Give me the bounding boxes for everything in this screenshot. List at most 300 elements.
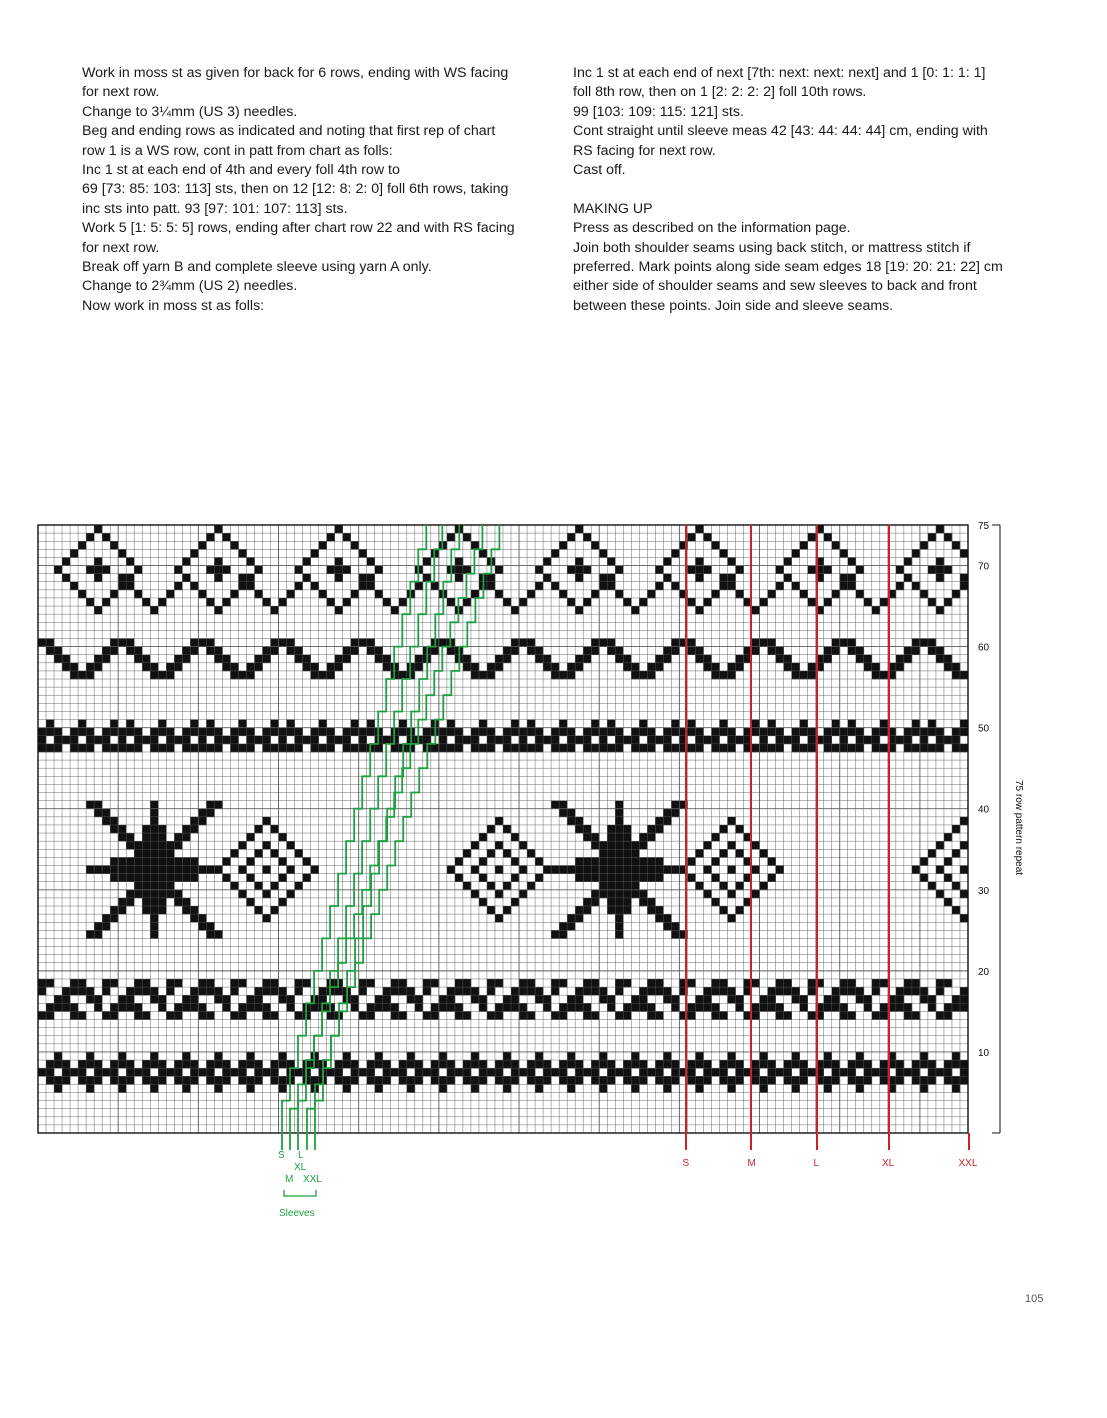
chart-stitch <box>399 1011 407 1019</box>
chart-stitch <box>703 841 711 849</box>
chart-stitch <box>623 1076 631 1084</box>
chart-stitch <box>303 655 311 663</box>
chart-stitch <box>295 655 303 663</box>
chart-stitch <box>944 898 952 906</box>
chart-stitch <box>86 728 94 736</box>
chart-stitch <box>832 744 840 752</box>
chart-stitch <box>736 655 744 663</box>
chart-stitch <box>655 566 663 574</box>
chart-stitch <box>727 663 735 671</box>
chart-stitch <box>198 541 206 549</box>
chart-stitch <box>848 987 856 995</box>
chart-stitch <box>471 865 479 873</box>
chart-stitch <box>695 736 703 744</box>
chart-stitch <box>631 1084 639 1092</box>
chart-stitch <box>832 647 840 655</box>
chart-stitch <box>655 825 663 833</box>
chart-stitch <box>920 987 928 995</box>
chart-stitch <box>591 647 599 655</box>
chart-stitch <box>671 1060 679 1068</box>
chart-stitch <box>126 833 134 841</box>
chart-stitch <box>952 671 960 679</box>
chart-stitch <box>559 922 567 930</box>
chart-stitch <box>295 566 303 574</box>
chart-stitch <box>591 728 599 736</box>
chart-stitch <box>351 1076 359 1084</box>
chart-stitch <box>752 979 760 987</box>
chart-stitch <box>824 566 832 574</box>
chart-stitch <box>78 590 86 598</box>
chart-stitch <box>551 1068 559 1076</box>
chart-stitch <box>623 663 631 671</box>
chart-stitch <box>423 557 431 565</box>
chart-stitch <box>487 882 495 890</box>
chart-stitch <box>872 671 880 679</box>
chart-stitch <box>407 671 415 679</box>
chart-stitch <box>776 728 784 736</box>
chart-stitch <box>583 598 591 606</box>
chart-stitch <box>607 557 615 565</box>
chart-stitch <box>222 1060 230 1068</box>
chart-stitch <box>287 865 295 873</box>
row-label: 50 <box>978 723 990 735</box>
chart-stitch <box>896 1076 904 1084</box>
chart-stitch <box>214 1084 222 1092</box>
chart-stitch <box>246 1076 254 1084</box>
chart-stitch <box>166 590 174 598</box>
chart-stitch <box>952 1076 960 1084</box>
chart-stitch <box>70 987 78 995</box>
chart-stitch <box>663 1076 671 1084</box>
chart-stitch <box>800 671 808 679</box>
chart-stitch <box>94 566 102 574</box>
chart-stitch <box>856 590 864 598</box>
chart-stitch <box>599 1076 607 1084</box>
chart-stitch <box>503 1052 511 1060</box>
chart-stitch <box>583 825 591 833</box>
chart-stitch <box>736 995 744 1003</box>
chart-stitch <box>719 987 727 995</box>
chart-stitch <box>535 1084 543 1092</box>
chart-stitch <box>944 1060 952 1068</box>
page-number: 105 <box>1025 1293 1044 1305</box>
chart-stitch <box>94 606 102 614</box>
chart-stitch <box>727 817 735 825</box>
chart-stitch <box>639 1076 647 1084</box>
chart-stitch <box>567 598 575 606</box>
chart-stitch <box>222 663 230 671</box>
chart-stitch <box>960 549 968 557</box>
chart-stitch <box>118 906 126 914</box>
chart-stitch <box>94 995 102 1003</box>
chart-stitch <box>816 655 824 663</box>
chart-stitch <box>495 663 503 671</box>
chart-stitch <box>535 582 543 590</box>
chart-stitch <box>535 874 543 882</box>
chart-stitch <box>327 566 335 574</box>
chart-stitch <box>768 1003 776 1011</box>
chart-stitch <box>888 1084 896 1092</box>
chart-stitch <box>816 1068 824 1076</box>
chart-stitch <box>198 809 206 817</box>
chart-stitch <box>703 1076 711 1084</box>
chart-stitch <box>727 671 735 679</box>
chart-stitch <box>631 874 639 882</box>
chart-stitch <box>279 1060 287 1068</box>
chart-stitch <box>311 728 319 736</box>
chart-stitch <box>591 541 599 549</box>
chart-stitch <box>719 1011 727 1019</box>
chart-stitch <box>535 1060 543 1068</box>
chart-stitch <box>62 663 70 671</box>
chart-stitch <box>359 582 367 590</box>
chart-stitch <box>752 1068 760 1076</box>
chart-stitch <box>367 979 375 987</box>
chart-stitch <box>335 574 343 582</box>
chart-stitch <box>62 574 70 582</box>
chart-stitch <box>102 736 110 744</box>
chart-stitch <box>615 865 623 873</box>
chart-stitch <box>792 728 800 736</box>
chart-stitch <box>752 647 760 655</box>
chart-stitch <box>936 647 944 655</box>
chart-stitch <box>479 995 487 1003</box>
chart-stitch <box>246 874 254 882</box>
chart-stitch <box>936 987 944 995</box>
chart-stitch <box>54 995 62 1003</box>
chart-stitch <box>359 549 367 557</box>
chart-stitch <box>487 671 495 679</box>
chart-stitch <box>150 841 158 849</box>
chart-stitch <box>663 647 671 655</box>
chart-stitch <box>800 744 808 752</box>
chart-stitch <box>335 979 343 987</box>
chart-stitch <box>888 671 896 679</box>
sleeve-size-label: XXL <box>303 1174 322 1185</box>
chart-stitch <box>375 744 383 752</box>
chart-stitch <box>760 882 768 890</box>
chart-stitch <box>671 1003 679 1011</box>
chart-stitch <box>319 995 327 1003</box>
chart-stitch <box>439 541 447 549</box>
chart-stitch <box>487 1068 495 1076</box>
chart-stitch <box>647 874 655 882</box>
chart-stitch <box>679 541 687 549</box>
chart-stitch <box>832 1068 840 1076</box>
chart-stitch <box>262 1068 270 1076</box>
chart-stitch <box>752 1060 760 1068</box>
chart-stitch <box>447 647 455 655</box>
chart-stitch <box>367 744 375 752</box>
chart-stitch <box>230 987 238 995</box>
chart-stitch <box>768 987 776 995</box>
chart-stitch <box>599 857 607 865</box>
chart-stitch <box>166 849 174 857</box>
chart-stitch <box>335 1068 343 1076</box>
chart-stitch <box>912 865 920 873</box>
chart-stitch <box>463 598 471 606</box>
chart-stitch <box>687 1011 695 1019</box>
chart-stitch <box>663 728 671 736</box>
chart-stitch <box>663 914 671 922</box>
chart-stitch <box>623 1060 631 1068</box>
chart-stitch <box>62 655 70 663</box>
chart-stitch <box>214 647 222 655</box>
chart-stitch <box>487 1011 495 1019</box>
chart-stitch <box>190 874 198 882</box>
chart-stitch <box>559 728 567 736</box>
chart-stitch <box>447 744 455 752</box>
chart-stitch <box>206 922 214 930</box>
chart-stitch <box>447 533 455 541</box>
chart-stitch <box>647 825 655 833</box>
chart-stitch <box>174 865 182 873</box>
chart-stitch <box>944 1068 952 1076</box>
chart-stitch <box>607 574 615 582</box>
chart-stitch <box>383 598 391 606</box>
chart-stitch <box>455 857 463 865</box>
chart-stitch <box>912 638 920 646</box>
chart-stitch <box>182 744 190 752</box>
left-line: Now work in moss st as folls: <box>82 297 265 314</box>
chart-stitch <box>880 1003 888 1011</box>
chart-stitch <box>351 590 359 598</box>
chart-stitch <box>126 874 134 882</box>
chart-stitch <box>254 849 262 857</box>
chart-stitch <box>238 1068 246 1076</box>
chart-stitch <box>519 987 527 995</box>
chart-stitch <box>102 598 110 606</box>
chart-stitch <box>824 655 832 663</box>
chart-stitch <box>279 874 287 882</box>
chart-stitch <box>567 736 575 744</box>
chart-stitch <box>511 1068 519 1076</box>
chart-stitch <box>679 930 687 938</box>
chart-stitch <box>880 598 888 606</box>
chart-stitch <box>70 736 78 744</box>
chart-stitch <box>343 655 351 663</box>
chart-stitch <box>335 663 343 671</box>
chart-stitch <box>319 590 327 598</box>
chart-stitch <box>343 566 351 574</box>
chart-stitch <box>335 736 343 744</box>
chart-stitch <box>158 598 166 606</box>
chart-stitch <box>126 890 134 898</box>
chart-stitch <box>575 825 583 833</box>
chart-stitch <box>134 1068 142 1076</box>
chart-stitch <box>447 728 455 736</box>
chart-stitch <box>679 865 687 873</box>
chart-stitch <box>768 647 776 655</box>
chart-stitch <box>719 849 727 857</box>
chart-stitch <box>455 1003 463 1011</box>
chart-stitch <box>150 898 158 906</box>
chart-stitch <box>391 744 399 752</box>
chart-stitch <box>487 906 495 914</box>
chart-stitch <box>343 1052 351 1060</box>
chart-stitch <box>487 557 495 565</box>
chart-stitch <box>423 655 431 663</box>
chart-stitch <box>295 736 303 744</box>
chart-stitch <box>655 914 663 922</box>
chart-stitch <box>495 590 503 598</box>
chart-stitch <box>126 987 134 995</box>
chart-stitch <box>559 979 567 987</box>
chart-stitch <box>182 1076 190 1084</box>
chart-stitch <box>150 606 158 614</box>
chart-stitch <box>415 736 423 744</box>
chart-stitch <box>158 833 166 841</box>
chart-stitch <box>254 663 262 671</box>
chart-stitch <box>158 841 166 849</box>
chart-stitch <box>631 995 639 1003</box>
chart-stitch <box>655 1068 663 1076</box>
chart-stitch <box>311 549 319 557</box>
chart-stitch <box>206 720 214 728</box>
chart-stitch <box>559 1011 567 1019</box>
chart-stitch <box>182 906 190 914</box>
chart-stitch <box>431 720 439 728</box>
chart-stitch <box>375 1052 383 1060</box>
chart-stitch <box>503 744 511 752</box>
chart-stitch <box>262 1003 270 1011</box>
chart-stitch <box>591 590 599 598</box>
chart-stitch <box>38 638 46 646</box>
chart-stitch <box>174 1003 182 1011</box>
chart-stitch <box>126 720 134 728</box>
chart-stitch <box>190 549 198 557</box>
chart-stitch <box>319 728 327 736</box>
chart-stitch <box>150 728 158 736</box>
chart-stitch <box>872 606 880 614</box>
chart-stitch <box>479 1003 487 1011</box>
chart-stitch <box>599 987 607 995</box>
chart-stitch <box>102 1011 110 1019</box>
chart-stitch <box>952 590 960 598</box>
chart-stitch <box>271 1011 279 1019</box>
chart-stitch <box>583 1003 591 1011</box>
chart-stitch <box>912 744 920 752</box>
chart-stitch <box>495 736 503 744</box>
chart-stitch <box>711 1003 719 1011</box>
chart-stitch <box>647 906 655 914</box>
chart-stitch <box>94 663 102 671</box>
chart-stitch <box>631 671 639 679</box>
chart-stitch <box>607 744 615 752</box>
chart-stitch <box>824 1076 832 1084</box>
chart-stitch <box>287 728 295 736</box>
chart-stitch <box>599 865 607 873</box>
chart-stitch <box>944 566 952 574</box>
chart-stitch <box>174 857 182 865</box>
chart-stitch <box>639 841 647 849</box>
chart-stitch <box>343 1060 351 1068</box>
chart-stitch <box>904 987 912 995</box>
sleeve-size-line <box>315 525 459 1150</box>
chart-stitch <box>134 865 142 873</box>
chart-stitch <box>246 663 254 671</box>
chart-stitch <box>944 857 952 865</box>
chart-stitch <box>535 655 543 663</box>
chart-stitch <box>70 1068 78 1076</box>
chart-stitch <box>407 1076 415 1084</box>
chart-stitch <box>142 979 150 987</box>
chart-stitch <box>527 1060 535 1068</box>
chart-stitch <box>944 1003 952 1011</box>
chart-stitch <box>174 566 182 574</box>
chart-stitch <box>800 720 808 728</box>
chart-stitch <box>166 890 174 898</box>
chart-stitch <box>960 995 968 1003</box>
chart-stitch <box>848 1060 856 1068</box>
chart-stitch <box>864 598 872 606</box>
chart-stitch <box>182 647 190 655</box>
chart-stitch <box>158 890 166 898</box>
chart-stitch <box>214 1052 222 1060</box>
chart-stitch <box>158 1003 166 1011</box>
chart-stitch <box>623 655 631 663</box>
chart-stitch <box>383 655 391 663</box>
chart-stitch <box>679 987 687 995</box>
chart-stitch <box>639 898 647 906</box>
chart-stitch <box>70 671 78 679</box>
chart-stitch <box>551 987 559 995</box>
chart-stitch <box>872 663 880 671</box>
chart-stitch <box>792 995 800 1003</box>
chart-stitch <box>471 663 479 671</box>
chart-stitch <box>375 566 383 574</box>
chart-stitch <box>695 566 703 574</box>
chart-stitch <box>311 663 319 671</box>
chart-stitch <box>407 1060 415 1068</box>
chart-stitch <box>70 979 78 987</box>
chart-stitch <box>808 671 816 679</box>
chart-stitch <box>776 1011 784 1019</box>
chart-stitch <box>559 1076 567 1084</box>
chart-stitch <box>327 979 335 987</box>
chart-stitch <box>238 890 246 898</box>
chart-stitch <box>711 736 719 744</box>
chart-stitch <box>118 857 126 865</box>
chart-stitch <box>880 1068 888 1076</box>
chart-stitch <box>896 663 904 671</box>
chart-stitch <box>230 979 238 987</box>
chart-stitch <box>960 841 968 849</box>
chart-stitch <box>206 744 214 752</box>
chart-stitch <box>246 574 254 582</box>
chart-stitch <box>303 663 311 671</box>
chart-stitch <box>591 1068 599 1076</box>
chart-stitch <box>808 1011 816 1019</box>
chart-stitch <box>647 979 655 987</box>
chart-stitch <box>511 606 519 614</box>
chart-stitch <box>800 590 808 598</box>
chart-stitch <box>70 663 78 671</box>
chart-stitch <box>567 728 575 736</box>
chart-stitch <box>703 1068 711 1076</box>
chart-stitch <box>599 728 607 736</box>
chart-stitch <box>599 736 607 744</box>
chart-stitch <box>166 841 174 849</box>
chart-stitch <box>383 995 391 1003</box>
chart-stitch <box>327 533 335 541</box>
chart-stitch <box>174 1076 182 1084</box>
chart-stitch <box>575 736 583 744</box>
chart-stitch <box>864 736 872 744</box>
chart-stitch <box>511 638 519 646</box>
chart-stitch <box>623 1011 631 1019</box>
chart-stitch <box>944 663 952 671</box>
